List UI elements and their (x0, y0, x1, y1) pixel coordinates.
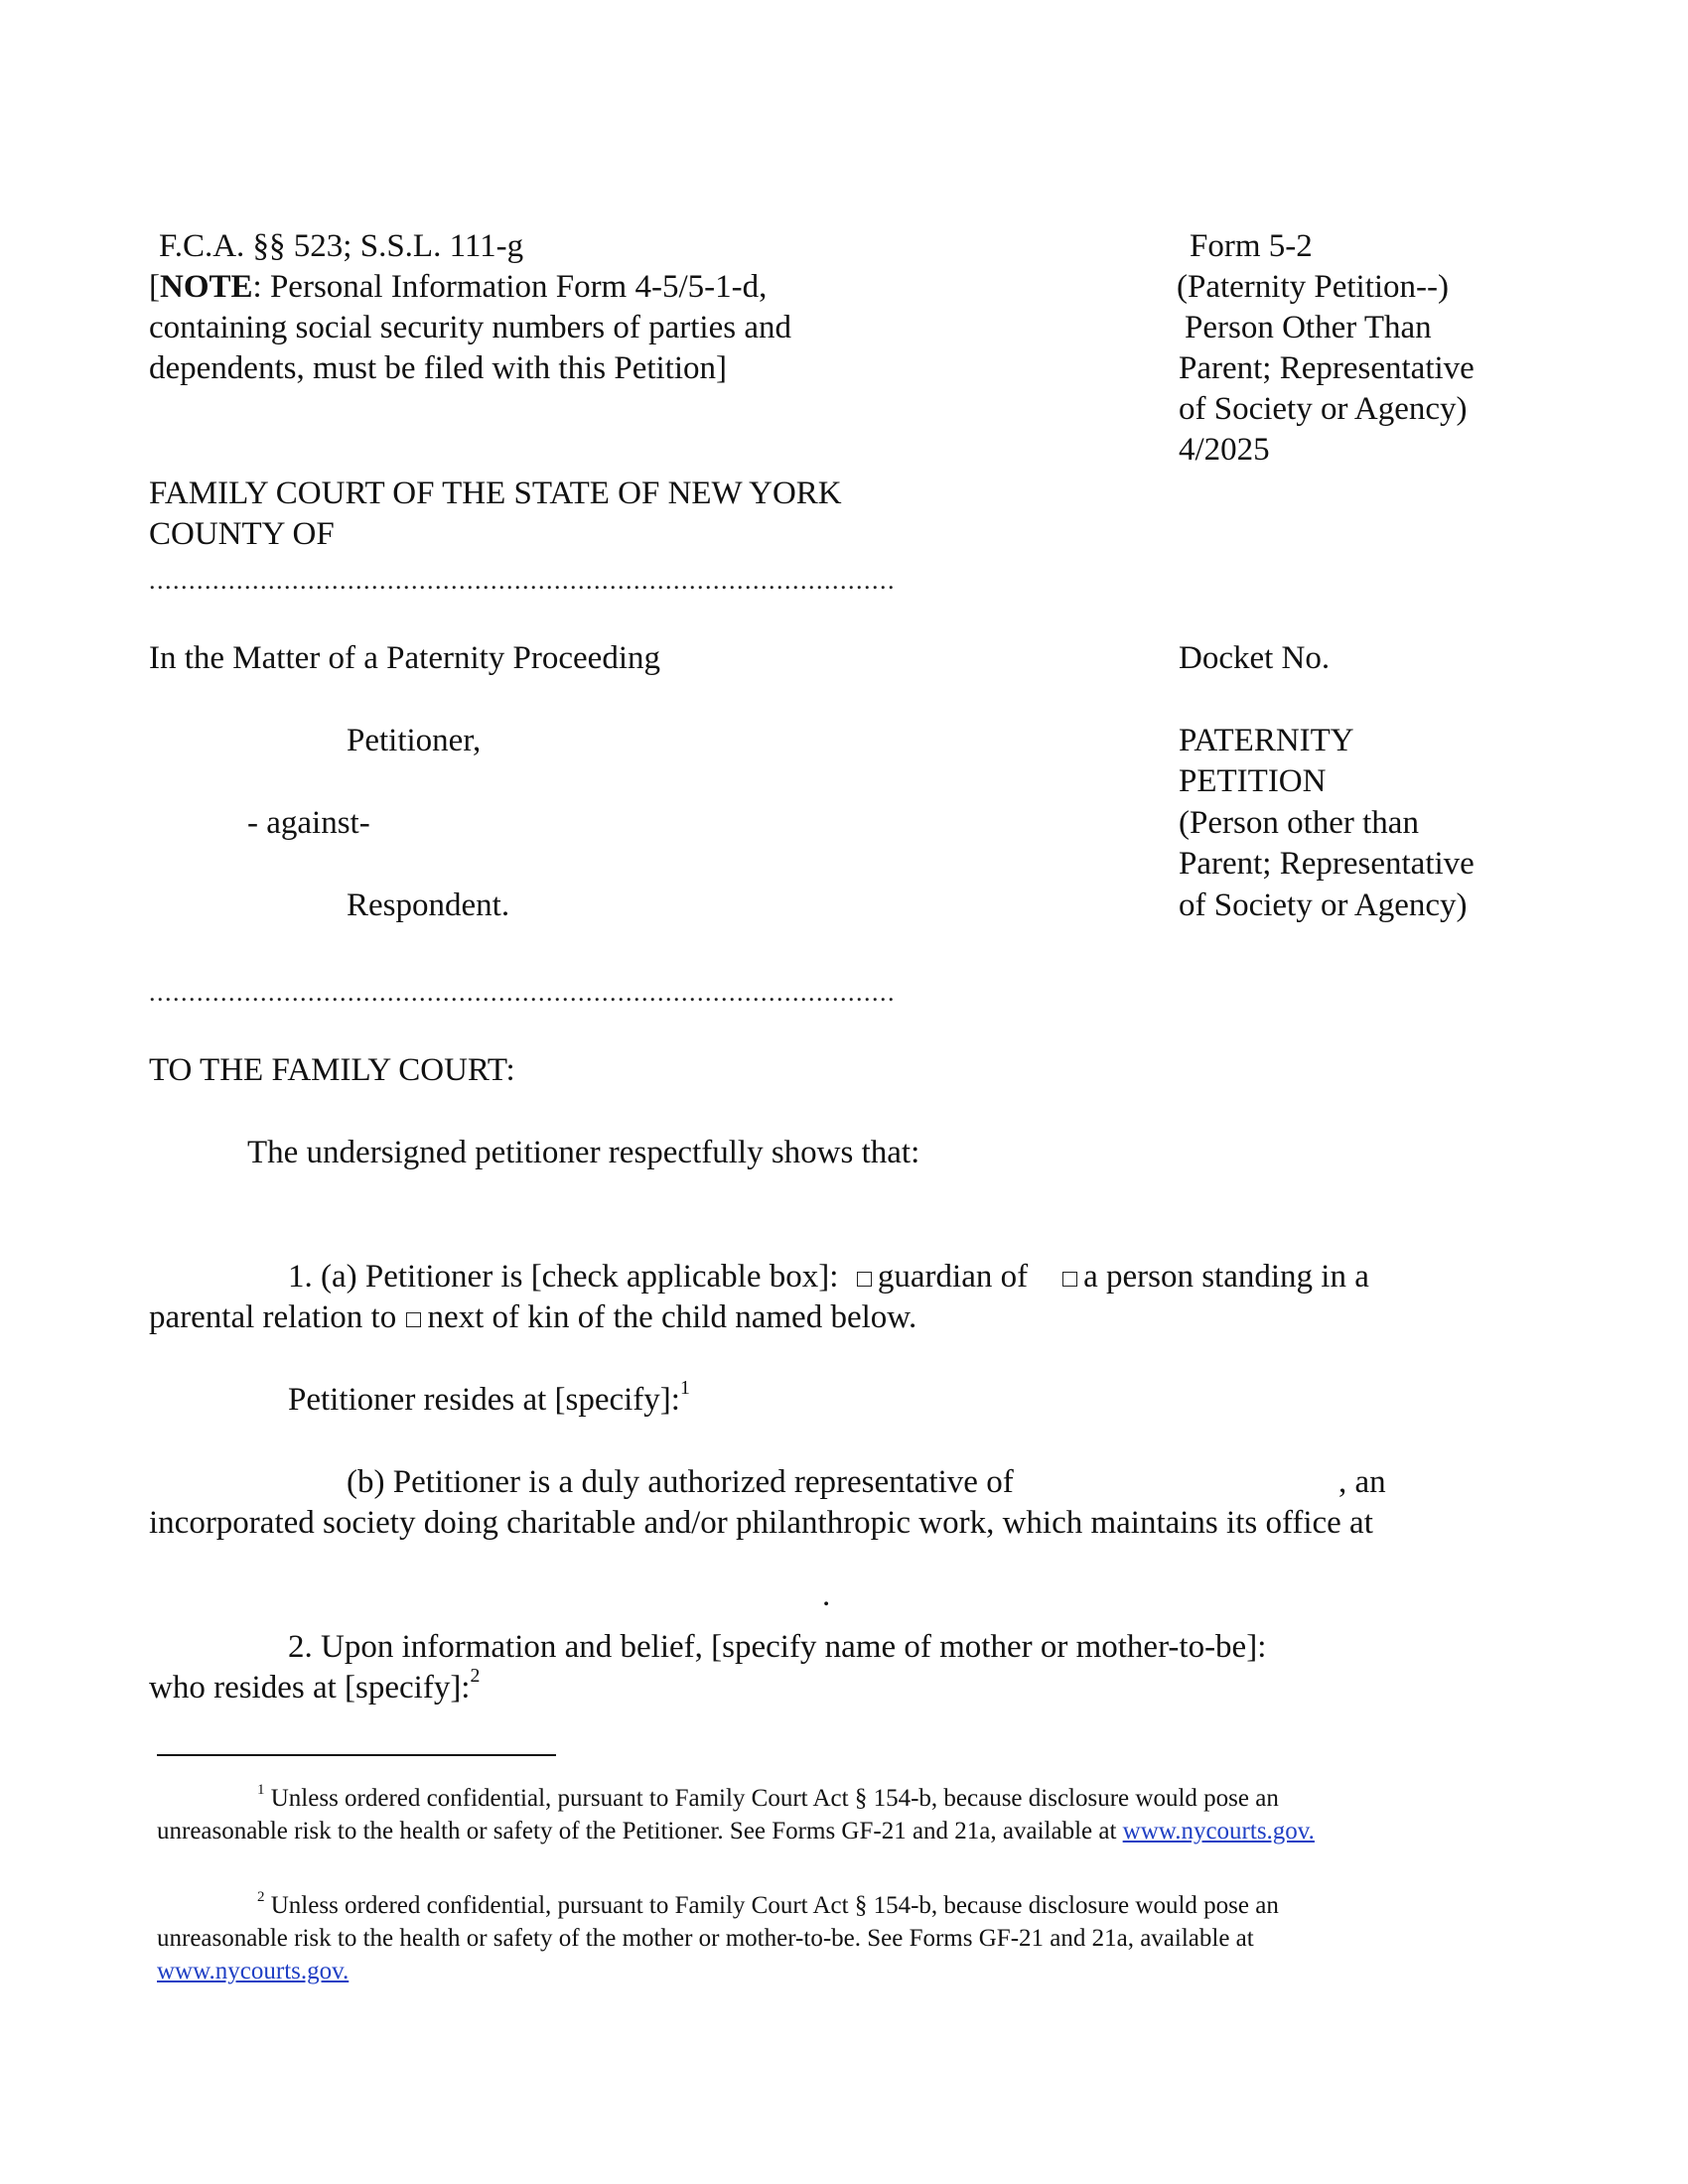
residence-label: Petitioner resides at [specify]: (288, 1382, 680, 1418)
form-title-line: Person Other Than (1185, 310, 1432, 345)
petition-title-line: of Society or Agency) (1179, 887, 1468, 923)
petition-title-line: PATERNITY (1179, 723, 1354, 758)
mother-residence-label: who resides at [specify]: (149, 1670, 471, 1706)
form-title-line: Parent; Representative (1179, 350, 1475, 386)
guardian-checkbox[interactable] (857, 1272, 872, 1287)
next-of-kin-checkbox[interactable] (406, 1312, 421, 1327)
caption-bottom-dotted-line: .............................................................................................. (149, 983, 896, 1003)
office-address-period: . (822, 1577, 831, 1613)
note-text: : Personal Information Form 4-5/5-1-d, (252, 269, 768, 305)
note-line-3: dependents, must be filed with this Petition] (149, 350, 728, 386)
footnote-2-nycourts-link[interactable]: www.nycourts.gov. (157, 1958, 350, 1984)
matter-title: In the Matter of a Paternity Proceeding (149, 640, 660, 676)
footnote-2-line-1 (257, 1889, 1279, 1922)
paragraph-2-line-1: 2. Upon information and belief, [specify name of mother or mother-to-be]: (288, 1629, 1267, 1665)
note-line-1 (149, 267, 767, 308)
footnote-2-number: 2 (257, 1888, 265, 1905)
paragraph-1a-line-1 (288, 1257, 1369, 1297)
footnote-ref-1: 1 (679, 1377, 690, 1400)
footnote-separator (157, 1754, 556, 1756)
footnote-1-text: Unless ordered confidential, pursuant to Family Court Act § 154-b, because disclosure would pose an (270, 1785, 1279, 1812)
form-number: Form 5-2 (1190, 228, 1313, 264)
note-label: NOTE (160, 269, 253, 305)
form-title-line: (Paternity Petition--) (1177, 269, 1450, 305)
court-name: FAMILY COURT OF THE STATE OF NEW YORK (149, 476, 842, 511)
paragraph-1a-line-2 (149, 1297, 916, 1338)
footnote-1-line-1 (257, 1782, 1279, 1815)
form-date: 4/2025 (1179, 432, 1270, 468)
kin-option-label: next of kin of the child named below. (427, 1299, 917, 1335)
court-county: COUNTY OF (149, 516, 335, 552)
guardian-option-label: guardian of (877, 1259, 1029, 1295)
paragraph-1b-an: , an (1338, 1464, 1386, 1500)
standing-option-label: a person standing in a (1083, 1259, 1369, 1295)
footnote-1-line-2 (157, 1815, 1315, 1847)
standing-in-parental-relation-checkbox[interactable] (1062, 1272, 1077, 1287)
footnote-1-nycourts-link[interactable]: www.nycourts.gov. (1122, 1818, 1315, 1844)
intro-statement: The undersigned petitioner respectfully shows that: (247, 1135, 920, 1170)
footnote-ref-2: 2 (470, 1665, 481, 1688)
petition-title-line: Parent; Representative (1179, 846, 1475, 882)
footnote-1-number: 1 (257, 1781, 265, 1798)
note-line-2: containing social security numbers of parties and (149, 310, 791, 345)
petition-title-line: PETITION (1179, 763, 1327, 799)
caption-top-dotted-line: .............................................................................................. (149, 571, 896, 591)
form-title-line: of Society or Agency) (1179, 391, 1468, 427)
petitioner-label: Petitioner, (347, 723, 482, 758)
respondent-label: Respondent. (347, 887, 510, 923)
statute-citation: F.C.A. §§ 523; S.S.L. 111-g (159, 228, 524, 264)
paragraph-2-line-2 (149, 1665, 481, 1708)
footnote-2-text: Unless ordered confidential, pursuant to Family Court Act § 154-b, because disclosure would pose an (270, 1892, 1279, 1919)
footnote-2-line-2: unreasonable risk to the health or safety of the mother or mother-to-be. See Forms GF-21 and 21a, available at (157, 1925, 1254, 1952)
docket-label: Docket No. (1179, 640, 1331, 676)
footnote-1-text-2: unreasonable risk to the health or safety of the Petitioner. See Forms GF-21 and 21a, available at (157, 1818, 1123, 1844)
note-bracket: [ (149, 269, 160, 305)
petitioner-residence (288, 1377, 690, 1421)
paragraph-1a-text-2: parental relation to (149, 1299, 397, 1335)
paragraph-1b-line-1: (b) Petitioner is a duly authorized representative of (347, 1464, 1014, 1500)
paragraph-1b-line-2: incorporated society doing charitable and/or philanthropic work, which maintains its office at (149, 1505, 1373, 1541)
to-family-court: TO THE FAMILY COURT: (149, 1052, 515, 1088)
against-label: - against- (247, 805, 370, 841)
footnote-2-line-3 (157, 1955, 349, 1987)
petition-title-line: (Person other than (1179, 805, 1419, 841)
paragraph-1a-text: 1. (a) Petitioner is [check applicable box]: (288, 1259, 839, 1295)
